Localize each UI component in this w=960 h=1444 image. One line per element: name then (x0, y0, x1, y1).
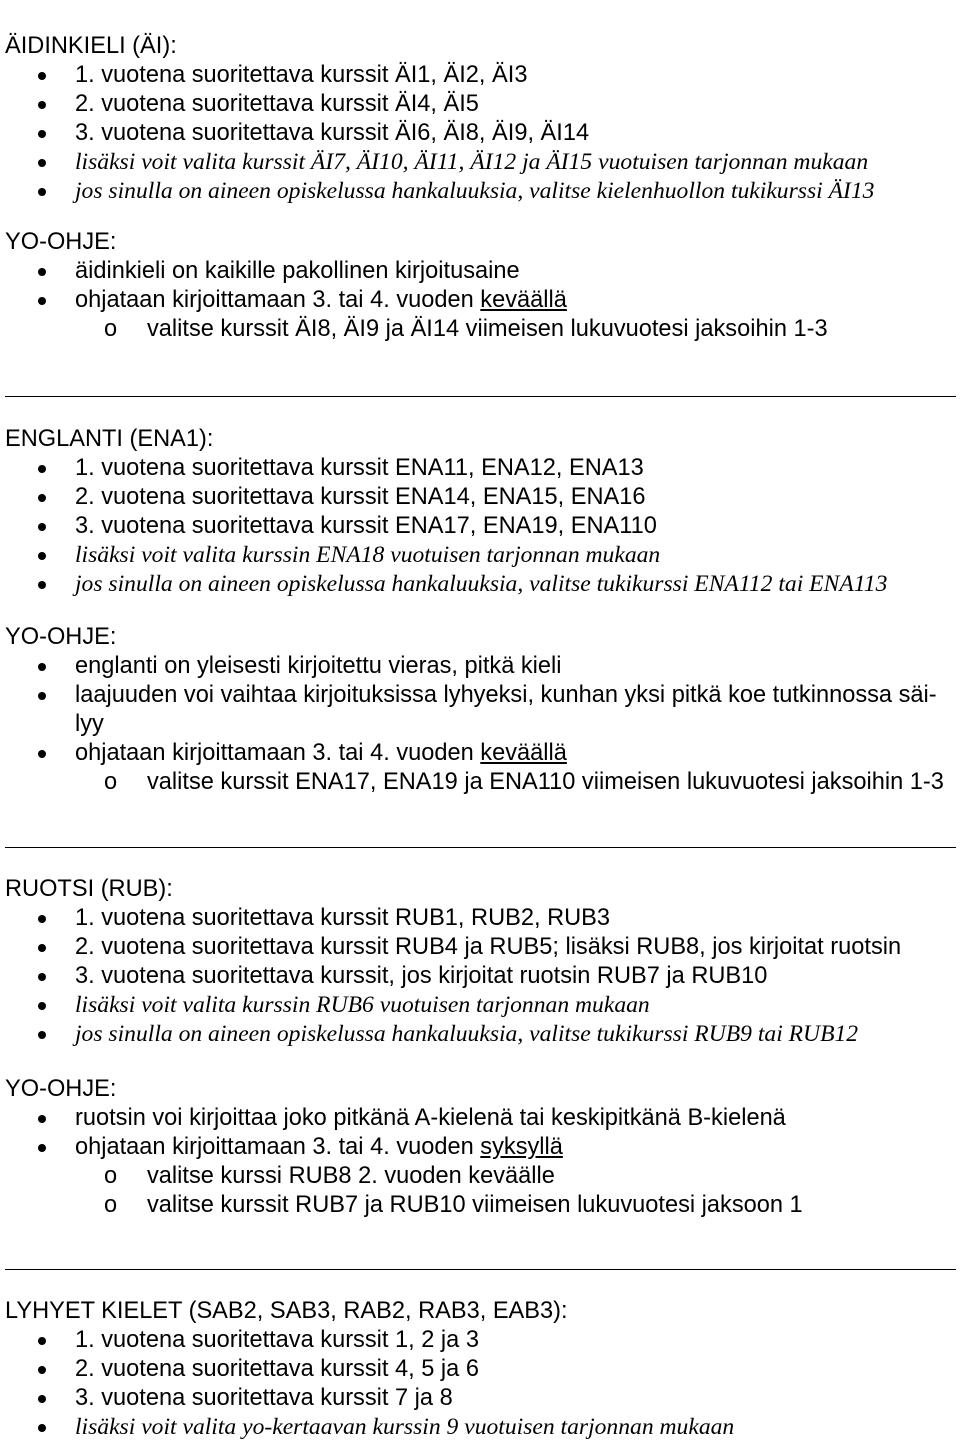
yo-heading: YO-OHJE: (5, 229, 117, 255)
list-item-text: 3. vuotena suoritettava kurssit ÄI6, ÄI8, ÄI9, ÄI14 (75, 120, 590, 146)
bullet-marker (38, 1031, 46, 1039)
bullet-marker (38, 663, 46, 671)
list-item (0, 652, 960, 681)
list-item-text: lyy (75, 711, 104, 737)
underlined-term: syksyllä (480, 1134, 563, 1160)
sub-list-item (0, 768, 960, 797)
sub-list-item-text: valitse kurssit RUB7 ja RUB10 viimeisen lukuvuotesi jaksoon 1 (147, 1192, 803, 1218)
underlined-term: keväällä (480, 740, 567, 766)
bullet-marker (38, 1115, 46, 1123)
aidinkieli-yo-section (0, 228, 960, 344)
list-item (0, 286, 960, 315)
section-heading: LYHYET KIELET (SAB2, SAB3, RAB2, RAB3, EAB3): (5, 1298, 568, 1324)
underlined-term: keväällä (480, 287, 567, 313)
list-item-text: laajuuden voi vaihtaa kirjoituksissa lyhyeksi, kunhan yksi pitkä koe tutkinnossa säi- (75, 682, 937, 708)
sub-bullet-marker: o (104, 1163, 118, 1189)
list-item (0, 991, 960, 1020)
bullet-marker (38, 581, 46, 589)
list-item (0, 454, 960, 483)
section-heading: ÄIDINKIELI (ÄI): (5, 33, 177, 59)
list-item-text: 2. vuotena suoritettava kurssit ÄI4, ÄI5 (75, 91, 479, 117)
list-item-text: 1. vuotena suoritettava kurssit ENA11, ENA12, ENA13 (75, 455, 644, 481)
list-item (0, 681, 960, 739)
bullet-marker (38, 552, 46, 560)
sub-bullet-marker: o (104, 769, 118, 795)
bullet-marker (38, 692, 46, 700)
list-item-text: 2. vuotena suoritettava kurssit ENA14, ENA15, ENA16 (75, 484, 646, 510)
list-item-text: 2. vuotena suoritettava kurssit 4, 5 ja 6 (75, 1356, 479, 1382)
englanti-section (0, 425, 960, 599)
bullet-marker (38, 268, 46, 276)
bullet-marker (38, 1144, 46, 1152)
list-item-text: 2. vuotena suoritettava kurssit RUB4 ja RUB5; lisäksi RUB8, jos kirjoitat ruotsin (75, 934, 902, 960)
ruotsi-yo-section (0, 1075, 960, 1220)
list-item-text: 1. vuotena suoritettava kurssit 1, 2 ja 3 (75, 1327, 479, 1353)
list-item-note: jos sinulla on aineen opiskelussa hankaluuksia, valitse tukikurssi ENA112 tai ENA113 (75, 571, 888, 597)
list-item-text: äidinkieli on kaikille pakollinen kirjoitusaine (75, 258, 520, 284)
list-item-note: lisäksi voit valita kurssin ENA18 vuotuisen tarjonnan mukaan (75, 542, 661, 568)
sub-list-item (0, 1162, 960, 1191)
sub-list-item-text: valitse kurssit ÄI8, ÄI9 ja ÄI14 viimeisen lukuvuotesi jaksoihin 1-3 (147, 316, 828, 342)
sub-list-item (0, 1191, 960, 1220)
bullet-marker (38, 915, 46, 923)
list-item (0, 1104, 960, 1133)
yo-heading: YO-OHJE: (5, 624, 117, 650)
bullet-marker (38, 130, 46, 138)
list-item-text: 3. vuotena suoritettava kurssit, jos kirjoitat ruotsin RUB7 ja RUB10 (75, 963, 768, 989)
sub-list-item (0, 315, 960, 344)
list-item (0, 177, 960, 206)
sub-bullet-marker: o (104, 1192, 118, 1218)
list-item (0, 541, 960, 570)
sub-list-item-text: valitse kurssit ENA17, ENA19 ja ENA110 viimeisen lukuvuotesi jaksoihin 1-3 (147, 769, 944, 795)
aidinkieli-section (0, 32, 960, 206)
list-item-text: 1. vuotena suoritettava kurssit RUB1, RUB2, RUB3 (75, 905, 611, 931)
list-item-text: ruotsin voi kirjoittaa joko pitkänä A-kielenä tai keskipitkänä B-kielenä (75, 1105, 786, 1131)
bullet-marker (38, 944, 46, 952)
list-item (0, 119, 960, 148)
bullet-marker (38, 1395, 46, 1403)
list-item-note: lisäksi voit valita yo-kertaavan kurssin 9 vuotuisen tarjonnan mukaan (75, 1414, 735, 1440)
list-item (0, 1020, 960, 1049)
list-item (0, 1133, 960, 1162)
list-item (0, 1326, 960, 1355)
sub-bullet-marker: o (104, 316, 118, 342)
yo-heading: YO-OHJE: (5, 1076, 117, 1102)
list-item (0, 61, 960, 90)
list-item-note: lisäksi voit valita kurssin RUB6 vuotuisen tarjonnan mukaan (75, 992, 650, 1018)
bullet-marker (38, 465, 46, 473)
bullet-marker (38, 1424, 46, 1432)
list-item (0, 570, 960, 599)
bullet-marker (38, 159, 46, 167)
list-item-note: jos sinulla on aineen opiskelussa hankaluuksia, valitse kielenhuollon tukikurssi ÄI13 (75, 178, 875, 204)
list-item-line (0, 681, 960, 710)
list-item-text: 3. vuotena suoritettava kurssit 7 ja 8 (75, 1385, 453, 1411)
list-item-note: lisäksi voit valita kurssit ÄI7, ÄI10, ÄI11, ÄI12 ja ÄI15 vuotuisen tarjonnan mukaan (75, 149, 869, 175)
section-divider (5, 396, 956, 397)
bullet-marker (38, 494, 46, 502)
list-item (0, 1355, 960, 1384)
list-item-text: ohjataan kirjoittamaan 3. tai 4. vuoden (75, 287, 474, 313)
list-item (0, 962, 960, 991)
list-item (0, 1413, 960, 1442)
bullet-marker (38, 101, 46, 109)
list-item-text: 3. vuotena suoritettava kurssit ENA17, ENA19, ENA110 (75, 513, 657, 539)
list-item (0, 933, 960, 962)
sub-list-item-text: valitse kurssi RUB8 2. vuoden keväälle (147, 1163, 555, 1189)
englanti-yo-section (0, 623, 960, 797)
list-item-text: englanti on yleisesti kirjoitettu vieras, pitkä kieli (75, 653, 562, 679)
bullet-marker (38, 297, 46, 305)
bullet-marker (38, 973, 46, 981)
list-item-text: ohjataan kirjoittamaan 3. tai 4. vuoden (75, 740, 474, 766)
section-divider (5, 847, 956, 848)
list-item (0, 148, 960, 177)
list-item (0, 90, 960, 119)
list-item-text: ohjataan kirjoittamaan 3. tai 4. vuoden (75, 1134, 474, 1160)
list-item-text: 1. vuotena suoritettava kurssit ÄI1, ÄI2, ÄI3 (75, 62, 528, 88)
section-divider (5, 1269, 956, 1270)
list-item (0, 512, 960, 541)
bullet-marker (38, 188, 46, 196)
list-item-note: jos sinulla on aineen opiskelussa hankaluuksia, valitse tukikurssi RUB9 tai RUB12 (75, 1021, 859, 1047)
list-item (0, 739, 960, 768)
list-item (0, 257, 960, 286)
bullet-marker (38, 1337, 46, 1345)
list-item-line (0, 710, 960, 739)
list-item (0, 904, 960, 933)
lyhyet-kielet-section (0, 1297, 960, 1442)
bullet-marker (38, 523, 46, 531)
list-item (0, 483, 960, 512)
bullet-marker (38, 1002, 46, 1010)
bullet-marker (38, 750, 46, 758)
list-item (0, 1384, 960, 1413)
section-heading: RUOTSI (RUB): (5, 876, 173, 902)
bullet-marker (38, 72, 46, 80)
ruotsi-section (0, 875, 960, 1049)
bullet-marker (38, 1366, 46, 1374)
section-heading: ENGLANTI (ENA1): (5, 426, 214, 452)
